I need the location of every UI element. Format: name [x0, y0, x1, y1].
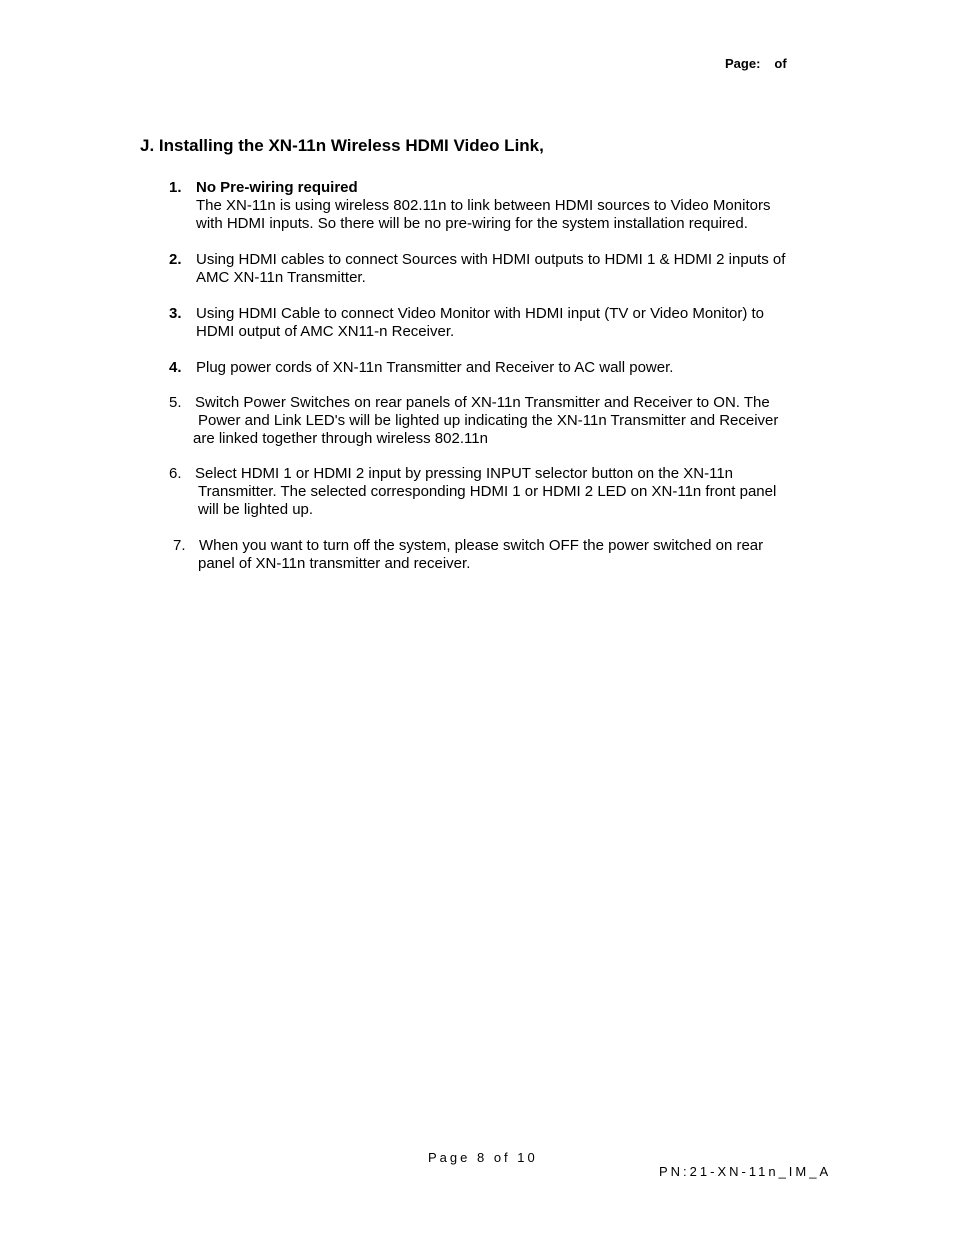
item-text-line: Switch Power Switches on rear panels of XN-11n Transmitter and Receiver to ON. The: [195, 394, 770, 411]
item-text-line: When you want to turn off the system, please switch OFF the power switched on rear: [199, 537, 764, 554]
list-item-7: [173, 537, 823, 573]
item-number: 4.: [169, 359, 182, 376]
page-label: Page:: [725, 56, 761, 71]
item-number: 2.: [169, 251, 182, 268]
item-number: 6.: [169, 465, 182, 482]
item-text-line: with HDMI inputs. So there will be no pre-wiring for the system installation required.: [196, 215, 748, 232]
footer-part-number: PN:21-XN-11n_IM_A: [659, 1164, 832, 1179]
item-text-line: Plug power cords of XN-11n Transmitter and Receiver to AC wall power.: [196, 359, 674, 376]
item-text-line: The XN-11n is using wireless 802.11n to link between HDMI sources to Video Monitors: [196, 197, 771, 214]
list-item-2: [169, 251, 819, 287]
page-header: [725, 56, 787, 71]
item-text-line: Transmitter. The selected corresponding HDMI 1 or HDMI 2 LED on XN-11n front panel: [198, 483, 777, 500]
item-text-line: AMC XN-11n Transmitter.: [196, 269, 366, 286]
list-item-4: [169, 359, 819, 377]
item-text-line: panel of XN-11n transmitter and receiver.: [198, 555, 471, 572]
item-number: 3.: [169, 305, 182, 322]
section-title: J. Installing the XN-11n Wireless HDMI Video Link,: [140, 136, 544, 155]
item-text-line: Select HDMI 1 or HDMI 2 input by pressing INPUT selector button on the XN-11n: [195, 465, 734, 482]
list-item-1: [169, 179, 819, 233]
footer-page-number: Page 8 of 10: [428, 1150, 538, 1165]
item-number: 7.: [173, 537, 186, 554]
item-text-line: will be lighted up.: [198, 501, 314, 518]
item-number: 5.: [169, 394, 182, 411]
item-text-line: are linked together through wireless 802.11n: [193, 430, 488, 447]
of-label: of: [774, 56, 787, 71]
list-item-5: [169, 394, 819, 448]
item-heading: No Pre-wiring required: [196, 179, 358, 196]
item-text-line: Power and Link LED's will be lighted up indicating the XN-11n Transmitter and Receiver: [198, 412, 779, 429]
list-item-3: [169, 305, 819, 341]
item-text-line: Using HDMI cables to connect Sources with HDMI outputs to HDMI 1 & HDMI 2 inputs of: [196, 251, 786, 268]
item-number: 1.: [169, 179, 182, 196]
item-text-line: HDMI output of AMC XN11-n Receiver.: [196, 323, 455, 340]
item-text-line: Using HDMI Cable to connect Video Monitor with HDMI input (TV or Video Monitor) to: [196, 305, 765, 322]
list-item-6: [169, 465, 819, 519]
